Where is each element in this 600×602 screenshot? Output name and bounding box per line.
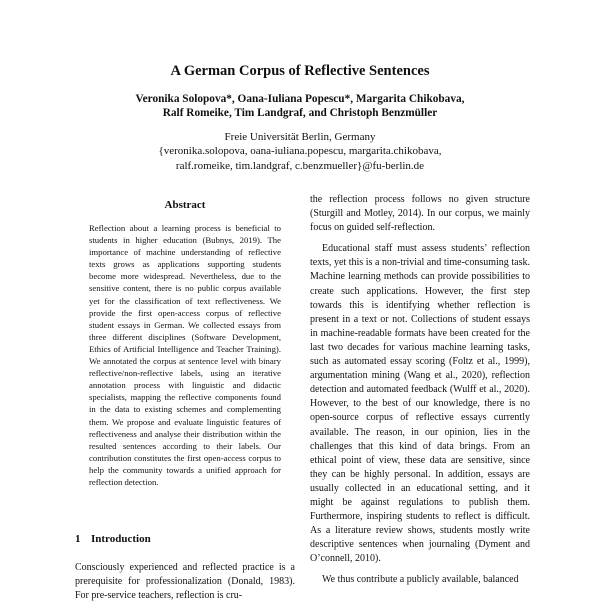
emails-line-1: {veronika.solopova, oana-iuliana.popescu, margarita.chikobava,: [158, 145, 442, 158]
affiliation-block: [0, 130, 600, 173]
right-paragraph-2: Educational staff must assess students’ reflection texts, yet this is a non-trivial and time-consuming task. Machine learning methods can provide possibilities to create such applications. However, the first step towards this is identifying whether reflection is present in a text or not. Collections of student essays in machine-readable formats have been created for the last two decades for various machine learning tasks, such as automated essay scoring (Foltz et al., 1999), argumentation mining (Wang et al., 2020), reflection detection and automated feedback (Wulff et al., 2020). However, to the best of our knowledge, there is no open-source corpus of reflective essays currently available. The reason, in our opinion, lies in the challenges that this kind of data brings. From an ethical point of view, these data are sensitive, since they can be highly personal. In addition, essays are usually collected in an educational setting, and it might be against regulations to publish them. Furthermore, inspiring students to reflect is difficult. As a literature review shows, students mostly write descriptive sentences when journaling (Dyment and O’connell, 2010).: [310, 243, 530, 565]
right-paragraph-3: We thus contribute a publicly available, balanced: [322, 574, 519, 586]
section-heading-introduction: [75, 532, 295, 546]
abstract-text: Reflection about a learning process is beneficial to students in higher education (Bubnys, 2019). The importance of machine understanding of reflective texts grows as applications supporting students become more widespread. Nevertheless, due to the sensitive content, there is no public corpus available yet for the classification of text reflectiveness. We provide the first open-access corpus of reflective student essays in German. We collected essays from three different disciplines (Software Development, Ethics of Artificial Intelligence and Teacher Training). We annotated the corpus at sentence level with binary reflective/non-reflective labels, using an iterative annotation process with linguistic and didactic specialists, mapping the reflective components found in the data to existing schemes and complementing them. We propose and evaluate linguistic features of reflectiveness and analyse their distribution within the resulted sentences according to their labels. Our contribution constitutes the first open-access corpus to help the community towards a unified approach for reflection detection.: [89, 223, 281, 487]
right-column: [310, 193, 530, 588]
abstract-heading: Abstract: [164, 199, 206, 211]
authors-line-2: Ralf Romeike, Tim Landgraf, and Christoph Benzmüller: [162, 107, 438, 119]
affiliation: Freie Universität Berlin, Germany: [224, 131, 376, 143]
introduction-text: Consciously experienced and reflected practice is a prerequisite for professionalization (Donald, 1983). For pre-service teachers, reflection is cru-: [75, 562, 295, 601]
section-number: 1: [75, 533, 81, 545]
authors-line-1: Veronika Solopova*, Oana-Iuliana Popescu*, Margarita Chikobava,: [135, 93, 465, 105]
right-paragraph-1: the reflection process follows no given structure (Sturgill and Motley, 2014). In our corpus, we mainly focus on guided self-reflection.: [310, 194, 530, 234]
section-title: Introduction: [91, 533, 151, 545]
left-column: [75, 198, 295, 488]
author-list: [0, 92, 600, 120]
paper-title: A German Corpus of Reflective Sentences: [170, 63, 430, 79]
emails-line-2: ralf.romeike, tim.landgraf, c.benzmueller}@fu-berlin.de: [175, 159, 425, 172]
